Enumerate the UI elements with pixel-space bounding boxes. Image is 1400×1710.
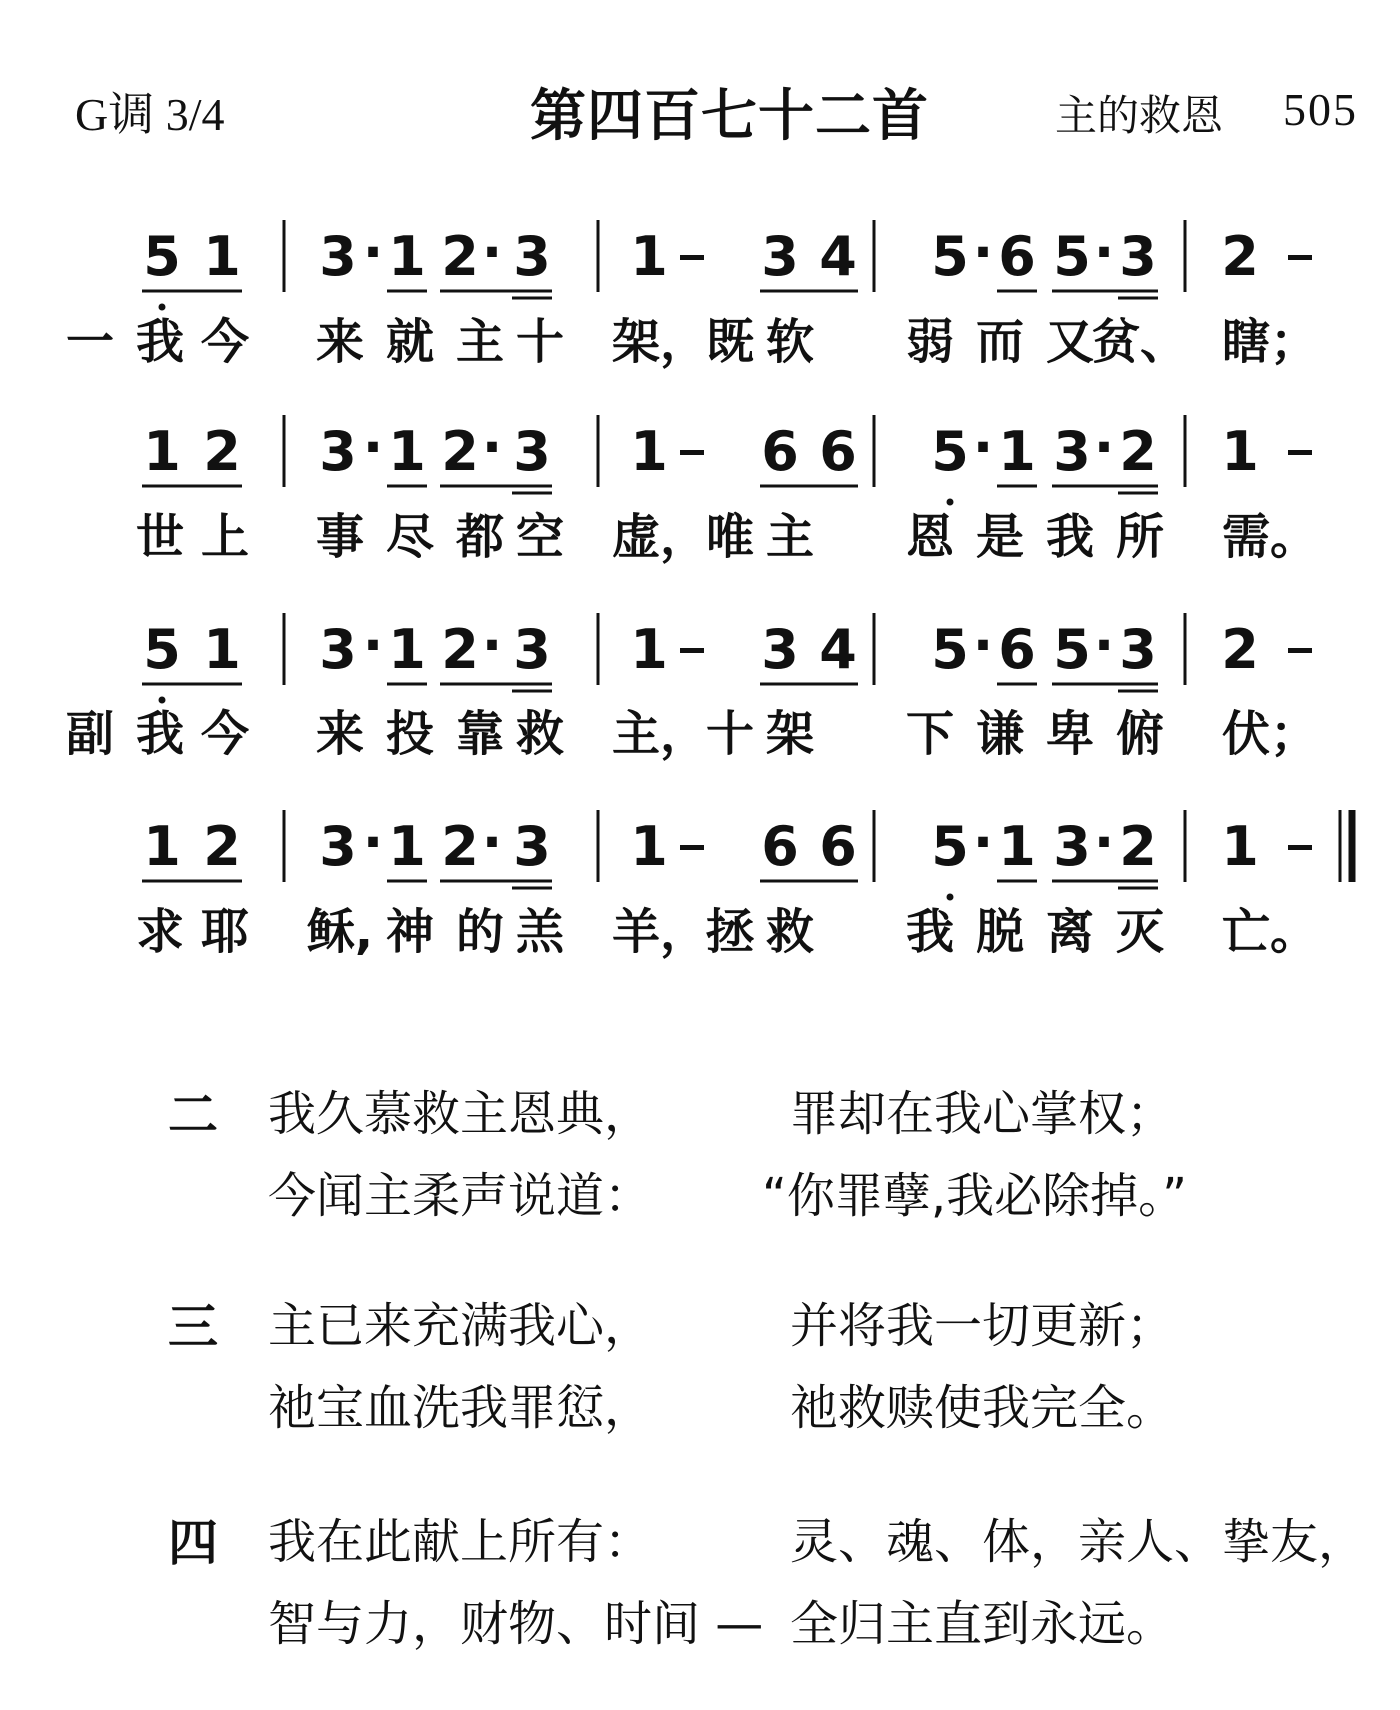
note: 3 <box>513 225 551 288</box>
lyric-syllable: 主 <box>765 509 815 565</box>
note: 2 <box>441 225 479 288</box>
sustain-dash <box>1288 255 1312 260</box>
note: 4 <box>819 225 857 288</box>
lyric-syllable: 又 <box>1045 314 1095 370</box>
note: 3 <box>513 815 551 878</box>
lyric-syllable: 是 <box>975 509 1025 565</box>
lyric-syllable: 所 <box>1115 509 1165 565</box>
note: 2 <box>1221 225 1259 288</box>
note: 6 <box>998 618 1036 681</box>
system-label: 一 <box>65 314 115 370</box>
lyric-syllable: 软 <box>765 314 815 370</box>
sustain-dash <box>680 845 704 850</box>
note: 1 <box>143 420 181 483</box>
lyric-syllable: 就 <box>385 314 435 370</box>
lyric-syllable: 神 <box>385 904 435 960</box>
note: 3 <box>1053 420 1091 483</box>
note: 6 <box>819 815 857 878</box>
duration-dot: · <box>362 811 384 874</box>
note: 4 <box>819 618 857 681</box>
note: 1 <box>388 815 426 878</box>
verse-line: 今闻主柔声说道： <box>268 1168 653 1224</box>
hymn-title: 第四百七十二首 <box>530 84 929 149</box>
note: 1 <box>203 225 241 288</box>
note: 5 <box>143 618 181 681</box>
note: 1 <box>998 815 1036 878</box>
sustain-dash <box>1288 450 1312 455</box>
lyric-syllable: 主 <box>455 314 505 370</box>
note: 1 <box>630 420 668 483</box>
verse-number: 二 <box>168 1086 218 1144</box>
note: 2 <box>441 618 479 681</box>
lyric-syllable: 靠 <box>455 706 505 762</box>
duration-dot: · <box>362 416 384 479</box>
lyric-syllable: 谦 <box>975 706 1025 762</box>
note: 6 <box>998 225 1036 288</box>
lyric-syllable: 亡。 <box>1221 904 1319 960</box>
note: 1 <box>388 618 426 681</box>
verse-line: 罪却在我心掌权； <box>790 1086 1175 1142</box>
verse-line: 并将我一切更新； <box>790 1298 1175 1354</box>
verse-line: 祂救赎使我完全。 <box>790 1380 1175 1436</box>
lyric-syllable: 架， <box>611 314 709 370</box>
note: 5 <box>143 225 181 288</box>
note: 2 <box>203 815 241 878</box>
lyric-syllable: 我 <box>135 706 185 762</box>
note: 2 <box>203 420 241 483</box>
note: 2 <box>1119 815 1157 878</box>
note: 5 <box>931 225 969 288</box>
note: 6 <box>819 420 857 483</box>
duration-dot: · <box>362 614 384 677</box>
note: 1 <box>143 815 181 878</box>
lyric-syllable: 唯 <box>705 509 755 565</box>
note: 2 <box>441 420 479 483</box>
note: 1 <box>630 815 668 878</box>
note: 3 <box>319 420 357 483</box>
lyric-syllable: 瞎； <box>1221 314 1319 370</box>
lyric-syllable: 我 <box>905 904 955 960</box>
lyric-syllable: 脱 <box>975 904 1025 960</box>
low-octave-dot <box>159 697 166 704</box>
note: 6 <box>761 420 799 483</box>
duration-dot: · <box>1093 221 1115 284</box>
lyric-syllable: 今 <box>200 706 250 762</box>
lyric-syllable: 十 <box>515 314 565 370</box>
page-number: 505 <box>1283 84 1358 135</box>
lyric-syllable: 主， <box>611 706 709 762</box>
lyric-syllable: 稣, <box>306 904 374 960</box>
lyric-syllable: 弱 <box>905 314 955 370</box>
lyric-syllable: 投 <box>385 706 435 762</box>
lyric-syllable: 求 <box>135 904 185 960</box>
lyric-syllable: 而 <box>975 314 1025 370</box>
lyric-syllable: 需。 <box>1221 509 1319 565</box>
lyric-syllable: 下 <box>905 706 955 762</box>
note: 3 <box>513 420 551 483</box>
verse-line: “你罪孽,我必除掉。” <box>762 1168 1187 1224</box>
note: 1 <box>1221 815 1259 878</box>
sustain-dash <box>1288 648 1312 653</box>
verse-line: 全归主直到永远。 <box>790 1596 1175 1652</box>
system-label: 副 <box>65 706 115 762</box>
note: 5 <box>931 420 969 483</box>
sustain-dash <box>1288 845 1312 850</box>
note: 1 <box>998 420 1036 483</box>
note: 3 <box>1119 618 1157 681</box>
verse-line: 我久慕救主恩典， <box>268 1086 653 1142</box>
lyric-syllable: 的 <box>455 904 505 960</box>
duration-dot: · <box>1093 614 1115 677</box>
note: 6 <box>761 815 799 878</box>
note: 5 <box>931 618 969 681</box>
lyric-syllable: 十 <box>705 706 755 762</box>
note: 1 <box>1221 420 1259 483</box>
note: 2 <box>441 815 479 878</box>
note: 5 <box>931 815 969 878</box>
note: 3 <box>1053 815 1091 878</box>
lyric-syllable: 空 <box>515 509 565 565</box>
duration-dot: · <box>972 221 994 284</box>
note: 1 <box>630 618 668 681</box>
verse-line: 灵、魂、体，亲人、挚友， <box>790 1514 1367 1570</box>
note: 3 <box>761 225 799 288</box>
verse-number: 三 <box>168 1298 218 1356</box>
lyric-syllable: 来 <box>315 706 365 762</box>
sustain-dash <box>680 648 704 653</box>
duration-dot: · <box>972 416 994 479</box>
duration-dot: · <box>481 221 503 284</box>
note: 2 <box>1221 618 1259 681</box>
lyric-syllable: 伏； <box>1221 706 1319 762</box>
lyric-syllable: 羔 <box>515 904 565 960</box>
duration-dot: · <box>972 614 994 677</box>
lyric-syllable: 世 <box>135 509 185 565</box>
lyric-syllable: 尽 <box>385 509 435 565</box>
lyric-syllable: 架 <box>765 706 815 762</box>
lyric-syllable: 救 <box>765 904 815 960</box>
lyric-syllable: 既 <box>705 314 755 370</box>
low-octave-dot <box>947 499 954 506</box>
hymn-subtitle: 主的救恩 <box>1055 91 1224 140</box>
duration-dot: · <box>481 416 503 479</box>
note: 2 <box>1119 420 1157 483</box>
duration-dot: · <box>481 614 503 677</box>
lyric-syllable: 灭 <box>1115 904 1165 960</box>
duration-dot: · <box>1093 811 1115 874</box>
verse-number: 四 <box>168 1514 218 1572</box>
lyric-syllable: 离 <box>1045 904 1095 960</box>
duration-dot: · <box>481 811 503 874</box>
note: 3 <box>761 618 799 681</box>
note: 1 <box>388 225 426 288</box>
sustain-dash <box>680 255 704 260</box>
lyric-syllable: 虚， <box>611 509 709 565</box>
low-octave-dot <box>947 894 954 901</box>
verse-line: 智与力，财物、时间 — <box>268 1596 764 1652</box>
lyric-syllable: 救 <box>515 706 565 762</box>
lyric-syllable: 事 <box>315 509 365 565</box>
lyric-syllable: 羊， <box>611 904 709 960</box>
note: 3 <box>319 225 357 288</box>
note: 1 <box>630 225 668 288</box>
lyric-syllable: 上 <box>200 509 250 565</box>
verse-line: 祂宝血洗我罪愆， <box>268 1380 653 1436</box>
lyric-syllable: 我 <box>135 314 185 370</box>
lyric-syllable: 我 <box>1045 509 1095 565</box>
note: 5 <box>1053 225 1091 288</box>
key-signature: G调 3/4 <box>75 89 225 140</box>
lyric-syllable: 恩 <box>905 509 955 565</box>
lyric-syllable: 今 <box>200 314 250 370</box>
lyric-syllable: 都 <box>455 509 505 565</box>
duration-dot: · <box>1093 416 1115 479</box>
note: 3 <box>1119 225 1157 288</box>
note: 3 <box>319 618 357 681</box>
lyric-syllable: 来 <box>315 314 365 370</box>
duration-dot: · <box>362 221 384 284</box>
note: 1 <box>388 420 426 483</box>
lyric-syllable: 俯 <box>1115 706 1165 762</box>
duration-dot: · <box>972 811 994 874</box>
lyric-syllable: 卑 <box>1045 706 1095 762</box>
low-octave-dot <box>159 304 166 311</box>
sustain-dash <box>680 450 704 455</box>
lyric-syllable: 拯 <box>705 904 755 960</box>
verse-line: 主已来充满我心， <box>268 1298 653 1354</box>
lyric-syllable: 耶 <box>200 904 250 960</box>
lyric-syllable: 贫、 <box>1091 314 1189 370</box>
note: 3 <box>319 815 357 878</box>
note: 5 <box>1053 618 1091 681</box>
verse-line: 我在此献上所有： <box>268 1514 653 1570</box>
note: 3 <box>513 618 551 681</box>
note: 1 <box>203 618 241 681</box>
